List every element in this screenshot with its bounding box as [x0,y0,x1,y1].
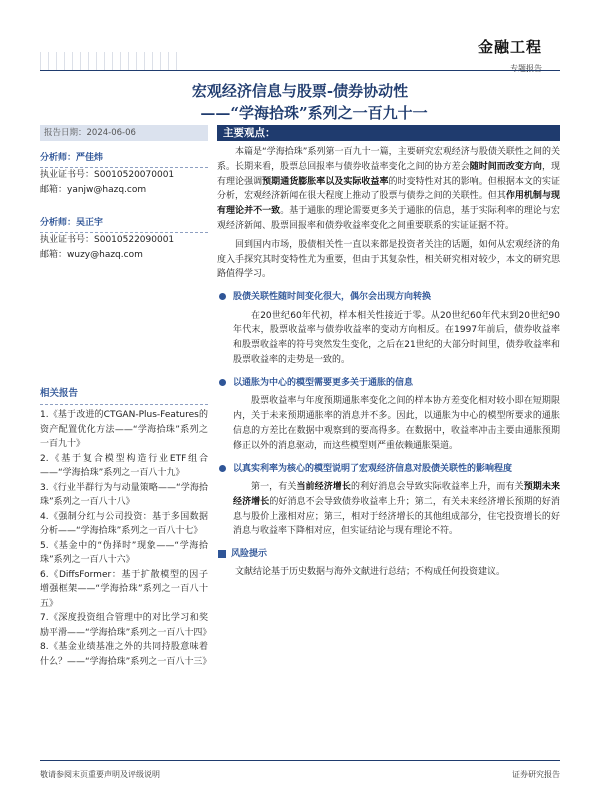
heading-text: 以真实利率为核心的模型说明了宏观经济信息对股债关联性的影响程度 [233,463,513,474]
emphasis: 当前经济增长 [296,482,351,493]
analyst-cert: 执业证书号：S0010520070001 [40,170,175,180]
analyst-email[interactable]: 邮箱：wuzy@hazq.com [40,250,143,260]
title-line-1: 宏观经济信息与股票-债券协动性 [191,82,409,100]
section-title: 主要观点： [217,125,560,141]
footer-rule [40,760,560,761]
related-reports-title: 相关报告 [40,386,208,405]
analyst-card [40,216,208,263]
heading-text: 股债关联性随时间变化很大，偶尔会出现方向转换 [233,292,432,303]
emphasis: 随时间而改变方向 [469,161,542,172]
analyst-email[interactable]: 邮箱：yanjw@hazq.com [40,185,147,195]
key-point-body: 在20世纪60年代初，样本相关性接近于零。从20世纪60年代末到20世纪90年代末，股票收益率与债券收益率的变动方向相反。在1997年前后，债券收益率和股票收益率的符号突然发生变化，之后在21世纪的大部分时间里，债券收益率和股票收益率的走势是一致的。 [233,310,560,366]
heading-text: 以通胀为中心的模型需要更多关于通胀的信息 [233,377,414,388]
title-line-2: ——“学海拾珠”系列之一百九十一 [200,104,428,122]
text-run: ，现有理论强调 [217,161,560,187]
main-content [217,125,560,580]
footer-label: 证券研究报告 [512,770,560,779]
key-point-heading [217,376,560,391]
related-report-item[interactable]: 5.《基金中的“伪择时”现象——“学海拾珠”系列之一百八十六》 [40,540,208,565]
related-report-item[interactable]: 4.《强制分红与公司投资：基于多国数据分析——“学海拾珠”系列之一百八十七》 [40,511,208,536]
text-run: 的时变特性对其的影响。但根据本文的实证分析，宏观经济新闻在很大程度上推动了股票与债券之间的关联性。但其 [217,176,560,202]
report-type: 专题报告 [510,64,542,73]
header-rule [40,70,560,71]
related-reports-list [40,408,212,669]
report-date: 报告日期：2024-06-06 [40,125,208,141]
related-report-item[interactable]: 6.《DiffsFormer：基于扩散模型的因子增强框架——“学海拾珠”系列之一百八十五》 [40,569,208,609]
header [478,36,542,74]
intro-paragraph-2: 回到国内市场，股债相关性一直以来都是投资者关注的话题，如何从宏观经济的角度入手探究其时变特性尤为重要，但由于其复杂性，相关研究相对较少，本文的研究思路值得学习。 [217,239,560,280]
bullet-icon [219,465,226,472]
warning-icon [218,550,226,558]
emphasis: 作用机制与现有理论并不一致 [217,191,560,217]
related-report-item[interactable]: 1.《基于改进的CTGAN-Plus-Features的资产配置优化方法——“学海拾珠”系列之一百九十》 [40,410,208,449]
header-decoration [40,52,180,70]
report-title [40,80,560,124]
analyst-name: 分析师：严佳炜 [40,151,208,168]
related-report-item[interactable]: 2.《基于复合模型构造行业ETF组合——“学海拾珠”系列之一百八十九》 [40,453,208,478]
key-point-heading [217,290,560,305]
related-report-item[interactable]: 3.《行业半群行为与动量策略——“学海拾珠”系列之一百八十八》 [40,482,208,507]
intro-paragraph [217,145,560,234]
risk-body: 文献结论基于历史数据与海外文献进行总结；不构成任何投资建议。 [235,567,506,578]
related-report-item[interactable]: 8.《基金业绩基准之外的共同持股意味着什么？——“学海拾珠”系列之一百八十三》 [40,642,212,667]
key-point-body: 股票收益率与年度预期通胀率变化之间的样本协方差变化相对较小即在短期限内，关于未来预期通胀率的消息并不多。因此，以通胀为中心的模型所要求的通胀信息的方差比在数据中观察到的要高得多。在数据中，收益率冲击主要由通胀预期修正以外的消息驱动，而这些模型则严重依赖通胀渠道。 [233,396,560,451]
key-point-heading [217,462,560,477]
analyst-cert: 执业证书号：S0010522090001 [40,235,175,245]
analyst-card [40,151,208,198]
risk-heading [217,547,560,561]
footer-disclaimer: 敬请参阅末页重要声明及评级说明 [40,770,160,779]
text-run: 的好消息不会导致债券收益率上升；第二，有关未来经济增长预期的好消息与股价上涨相对应；第三，相对于经济增长的其他组成部分，住宅投资增长的好消息与收益率下降相对应，但实证结论与现有理论不符。 [233,496,560,537]
text-run: 的利好消息会导致实际收益率上升，而有关 [351,482,524,493]
brand-title: 金融工程 [477,38,542,56]
bullet-icon [219,293,226,300]
key-point-body [217,480,560,539]
text-run: 本篇是“学海拾珠”系列第一百九十一篇，主要研究宏观经济与股债关联性之间的关系。长期来看，股票总回报率与债券收益率变化之间的协方差会 [217,147,560,172]
analyst-name: 分析师：吴正宇 [40,216,208,233]
heading-text: 风险提示 [231,549,268,560]
text-run: 。基于通胀的理论需要更多关于通胀的信息，基于实际利率的理论与宏观经济新闻、股票回报率和债券收益率变化之间重要联系的实证证据不符。 [217,206,560,231]
emphasis: 预期未来经济增长 [233,482,560,507]
related-report-item[interactable]: 7.《深度投资组合管理中的对比学习和奖励平滑——“学海拾珠”系列之一百八十四》 [40,613,212,638]
bullet-icon [219,379,226,386]
sidebar [40,125,212,669]
emphasis: 预期通货膨胀率以及实际收益率 [262,176,389,187]
text-run: 第一，有关 [251,482,297,493]
